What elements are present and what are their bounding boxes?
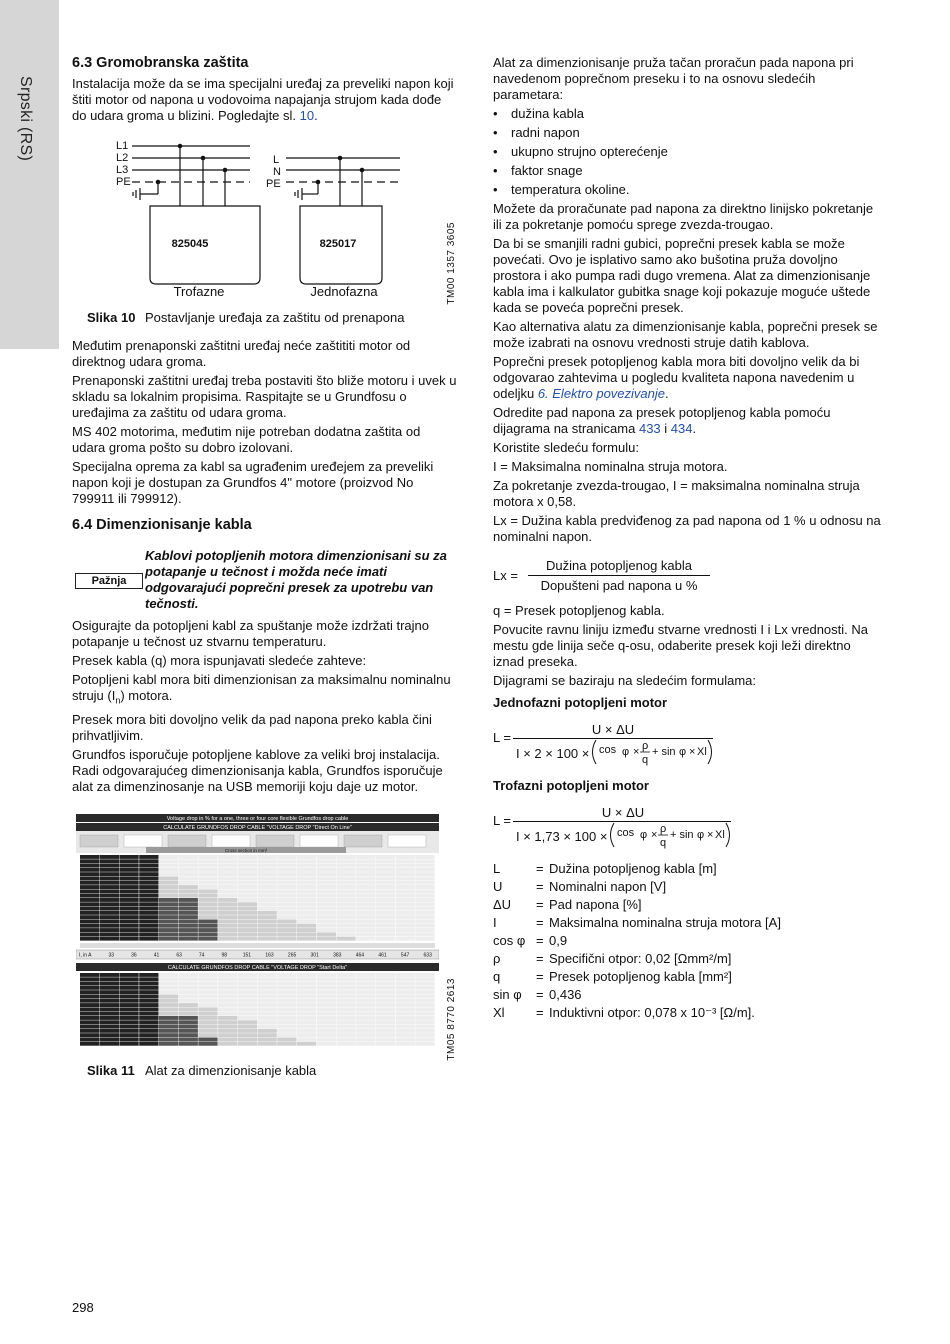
paragraph: Alat za dimenzionisanje pruža tačan proračun pada napona pri navedenom poprečnom preseku i to na osnovu sledećih parametara: [493,55,854,102]
section-6-3 [72,55,457,127]
paragraph: Prenaponski zaštitni uređaj treba postaviti što bliže motoru i uvek u skladu sa lokalnim propisima. Raspitajte se u Grundfosu o uređajima za zaštitu od udara groma. [72,373,457,420]
phi-symbol: φ [622,746,630,758]
legend-description: 0,436 [549,987,582,1002]
formula-numerator: U × ΔU [601,805,645,820]
section-6-3-title: 6.3 Gromobranska zaštita [72,55,249,71]
formula-denominator: I × 2 × 100 × [516,746,590,761]
lx-formula [493,558,723,598]
phi-symbol: φ [697,829,705,841]
page-434-link[interactable]: 434 [670,421,693,436]
current-value: 33 [108,952,115,959]
table-sd-title: CALCULATE GRUNDFOS DROP CABLE "VOLTAGE DROP "Start Delta" [167,965,348,972]
label-l3: L3 [116,164,129,176]
figure-10-wiring-diagram [110,138,410,298]
current-value: 464 [355,952,365,959]
cross-section-label: Cross section in mm² [224,847,268,853]
rho-symbol: ρ [660,823,667,835]
rho-symbol: ρ [642,740,649,752]
legend-symbol: I [493,915,497,930]
three-phase-formula [493,805,733,851]
paragraph: Međutim prenaponski zaštitni uređaj neće zaštititi motor od direktnog udara groma. [72,338,411,369]
parenthesis-expression [608,821,733,851]
page-number: 298 [72,1300,94,1315]
figure-11-caption [87,1063,316,1078]
table-dol-title: CALCULATE GRUNDFOS DROP CABLE "VOLTAGE DROP "Direct On Line" [163,825,352,832]
list-item: • dužina kabla [493,106,885,122]
q-symbol: q [660,837,667,849]
current-row-label: I, in A [79,952,92,959]
warning-label: Pažnja [75,573,143,589]
current-value: 63 [176,952,182,959]
legend-row [493,914,885,932]
label-l: L [273,154,280,166]
formula-parenthesis [590,738,715,771]
cos-symbol: cos [599,744,617,756]
legend-description: Maksimalna nominalna struja motora [A] [549,915,781,930]
right-column [493,55,885,548]
lx-denominator: Dopušteni pad napona u % [540,578,698,593]
device-825017: 825017 [319,238,357,250]
single-phase-title: Jednofazni potopljeni motor [493,695,668,710]
label-l2: L2 [116,152,129,164]
lx-numerator: Dužina potopljenog kabla [546,558,692,573]
legend-row [493,932,885,950]
q-symbol: q [642,754,649,766]
current-value: 74 [198,952,205,959]
formula-parenthesis [608,821,733,854]
times-symbol: × [651,829,658,841]
figure-11-caption-text: Alat za dimenzionisanje kabla [145,1063,317,1078]
times-symbol: × [707,829,714,841]
paragraph: Poprečni presek potopljenog kabla mora biti dovoljno velik da bi odgovarao zahtevima u pogledu kvaliteta napona navedenim u odeljku 6. Elektro povezivanje. [493,354,860,401]
legend-description: 0,9 [549,933,568,948]
plus-sin: + sin [670,829,694,841]
paragraph: Povucite ravnu liniju između stvarne vrednosti I i Lx vrednosti. Na mestu gde linija seče q-osu, odaberite presek koji leži direktno iznad preseka. [493,622,869,669]
label-trofazne: Trofazne [173,284,225,298]
formula-lhs: L = [493,730,511,745]
formula-denominator: I × 1,73 × 100 × [516,829,608,844]
legend-description: Presek potopljenog kabla [mm²] [549,969,732,984]
label-l1: L1 [116,140,129,152]
section-6-4-body [72,618,457,798]
paragraph: Koristite sledeću formulu: [493,440,639,455]
current-value: 633 [423,952,432,959]
legend-row [493,878,885,896]
legend-equals: = [536,969,544,984]
paragraph: q = Presek potopljenog kabla. [493,603,665,618]
legend-description: Pad napona [%] [549,897,642,912]
label-pe2: PE [266,178,281,190]
figure-10-caption-text: Postavljanje uređaja za zaštitu od prenapona [145,310,405,325]
legend-row [493,986,885,1004]
current-value: 163 [265,952,274,959]
table-top-title: Voltage drop in % for a one, three or four core flexible Grundfos drop cable [166,816,349,823]
current-value: 36 [131,952,137,959]
legend-equals: = [536,987,544,1002]
section-6-4-title: 6.4 Dimenzionisanje kabla [72,517,252,533]
figure-11-code: TM05 8770 2613 [446,978,457,1061]
figure-10-link[interactable]: 10 [299,108,315,123]
language-side-tab [0,0,59,349]
three-phase-title: Trofazni potopljeni motor [493,778,649,793]
phi-symbol: φ [679,746,687,758]
legend-symbol: U [493,879,503,894]
legend-equals: = [536,861,544,876]
legend-row [493,896,885,914]
figure-10-caption [87,310,404,325]
right-column-2 [493,603,885,714]
label-pe: PE [116,176,131,188]
paragraph: MS 402 motorima, međutim nije potreban dodatna zaštita od udara groma pošto su dobro izolovani. [72,424,421,455]
current-value: 98 [221,952,228,959]
legend-symbol: ρ [493,951,501,966]
current-value: 151 [242,952,252,959]
formula-numerator: U × ΔU [591,722,635,737]
label-jednofazna: Jednofazna [310,284,378,298]
current-value: 265 [287,952,297,959]
current-value: 461 [378,952,387,959]
legend-description: Specifični otpor: 0,02 [Ωmm²/m] [549,951,732,966]
cos-symbol: cos [617,827,635,839]
figure-11-caption-number: Slika 11 [87,1063,135,1078]
current-value: 301 [310,952,319,959]
legend-row [493,968,885,986]
paragraph: Presek mora biti dovoljno velik da pad napona preko kabla čini prihvatljivim. [72,711,432,743]
legend-symbol: q [493,969,501,984]
times-symbol: × [633,746,640,758]
list-item: • ukupno strujno opterećenje [493,144,885,160]
plus-sin: + sin [652,746,676,758]
section-6-link[interactable]: 6. Elektro povezivanje [537,386,665,401]
legend-symbol: ΔU [493,897,512,912]
phi-symbol: φ [640,829,648,841]
figure-10-caption-number: Slika 10 [87,310,136,325]
current-value: 547 [400,952,410,959]
xl-symbol: Xl [715,829,725,841]
figure-10-code: TM00 1357 3605 [446,222,457,305]
legend-description: Dužina potopljenog kabla [m] [549,861,717,876]
legend-description: Induktivni otpor: 0,078 x 10⁻³ [Ω/m]. [549,1005,755,1020]
paragraph: Osigurajte da potopljeni kabl za spuštanje može izdržati trajno potapanje u tečnost uz stvarnu temperaturu. [72,618,429,649]
legend-row [493,860,885,878]
legend-symbol: L [493,861,501,876]
list-item: • temperatura okoline. [493,182,885,198]
paragraph: Dijagrami se baziraju na sledećim formulama: [493,673,756,688]
warning-text: Kablovi potopljenih motora dimenzionisani su za potapanje u tečnost i možda neće imati odgovarajući poprečni presek za upotrebu van tečnosti. [145,548,447,611]
section-6-3-intro: Instalacija može da se ima specijalni uređaj za preveliki napon koji štiti motor od napona u vodovoima napajanja strujom kada dođe do udara groma u blizini. Pogledajte sl. 10. [72,76,454,123]
section-6-3-body [72,338,457,538]
single-phase-formula [493,722,723,768]
legend-symbol: Xl [493,1005,505,1020]
current-value: 41 [153,952,160,959]
formula-lhs: L = [493,813,511,828]
legend-symbol: cos φ [493,933,526,948]
legend-equals: = [536,1005,544,1020]
page-433-link[interactable]: 433 [638,421,661,436]
legend-equals: = [536,951,544,966]
legend-row [493,1004,885,1022]
paragraph: Za pokretanje zvezda-trougao, I = maksimalna nominalna struja motora x 0,58. [493,478,860,509]
paragraph: Odredite pad napona za presek potopljenog kabla pomoću dijagrama na stranicama 433 i 434. [493,405,831,436]
list-item: • faktor snage [493,163,885,179]
language-label: Srpski (RS) [17,76,34,162]
parameter-list [493,106,885,198]
legend-row [493,950,885,968]
parenthesis-expression [590,738,715,768]
lx-lhs: Lx = [493,568,518,583]
legend-symbol: sin φ [493,987,522,1002]
legend-description: Nominalni napon [V] [549,879,667,894]
xl-symbol: Xl [697,746,707,758]
paragraph: I = Maksimalna nominalna struja motora. [493,459,728,474]
paragraph: Potopljeni kabl mora biti dimenzionisan za maksimalnu nominalnu struju $(I_n)$ motora. [72,672,451,706]
legend-equals: = [536,933,544,948]
symbol-legend [493,860,885,1022]
times-symbol: × [689,746,696,758]
paragraph: Specijalna oprema za kabl sa ugrađenim uređejem za preveliki napon koji je dostupan za Grundfos 4" motore (proizvod No 799911 ili 799912). [72,459,434,506]
paragraph: Grundfos isporučuje potopljene kablove za veliki broj instalacija. Radi odgovarajućeg dimenzionisanja kabla, Grundfos isporučuje alat za dimenzinosanje na USB memoriji koju daje uz motor. [72,746,443,794]
current-value: 383 [333,952,342,959]
figure-11-cable-tool [76,814,439,1046]
paragraph: Da bi se smanjili radni gubici, poprečni presek kabla se može povećati. Ovo je isplativo samo ako bušotina pruža dovoljno prostora i ako pumpa radi dugo vremena. Alat za dimenzionisanje kabla ima i kalkulator gubitka snage koji pokazuje moguće uštede kada se poveća poprečni presek. [493,236,871,315]
three-phase-heading [493,778,885,797]
paragraph: Kao alternativa alatu za dimenzionisanje kabla, poprečni presek se može izabrati na osnovu vrednosti struje datih kablova. [493,319,878,350]
legend-equals: = [536,879,544,894]
paragraph: Možete da proračunate pad napona za direktno linijsko pokretanje ili za pokretanje pomoću sprege zvezda-trougao. [493,201,874,232]
label-n: N [273,166,281,178]
paragraph: Lx = Dužina kabla predviđenog za pad napona od 1 % u odnosu na nominalni napon. [493,513,881,544]
list-item: • radni napon [493,125,885,141]
cable-tool-table [76,814,439,1046]
paragraph: Presek kabla (q) mora ispunjavati sledeće zahteve: [72,653,367,668]
legend-equals: = [536,897,544,912]
device-825045: 825045 [171,238,209,250]
legend-equals: = [536,915,544,930]
